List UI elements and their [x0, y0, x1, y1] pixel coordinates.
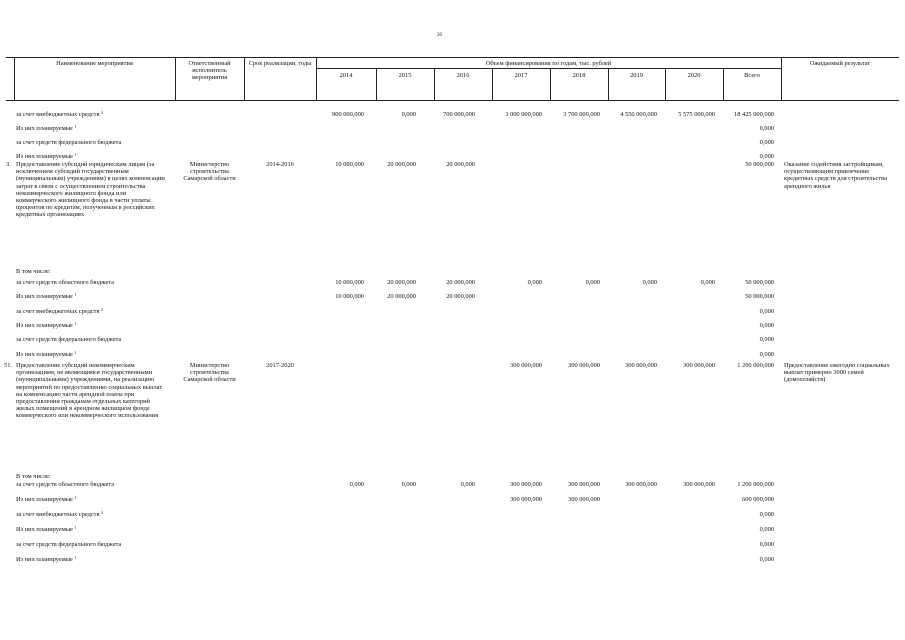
- value-cell: 0,000: [700, 279, 715, 286]
- value-cell: 1 200 000,000: [737, 481, 774, 488]
- funding-source-label: Из них планируемые $^1$: [16, 555, 77, 563]
- col-divider: [14, 57, 15, 100]
- years-rule: [316, 68, 781, 69]
- year-2019: 2019: [630, 72, 643, 79]
- value-cell: 10 000,000: [335, 161, 364, 168]
- value-cell: 0,000: [759, 336, 774, 344]
- page-number: 26: [437, 33, 442, 38]
- header-top-rule: [6, 57, 899, 58]
- value-cell: 4 550 000,000: [620, 111, 657, 118]
- including-label: В том числе:: [16, 268, 51, 275]
- value-cell: 50 000,000: [745, 161, 774, 168]
- year-total: Всего: [744, 72, 760, 79]
- value-cell: 0,000: [349, 481, 364, 488]
- value-cell: 20 000,000: [446, 279, 475, 286]
- col-divider: [781, 57, 782, 100]
- year-2016: 2016: [456, 72, 470, 79]
- value-cell: 300 000,000: [510, 496, 542, 503]
- funding-source-label: Из них планируемые $^1$: [16, 152, 77, 160]
- value-cell: 0,000: [401, 481, 416, 488]
- value-cell: 600 000,000: [742, 496, 774, 503]
- value-cell: 0,000: [759, 556, 774, 563]
- value-cell: 50 000,000: [745, 293, 774, 301]
- header-result: Ожидаемый результат: [809, 60, 871, 67]
- header-financing: Объем финансирования по годам, тыс. рублей: [485, 60, 612, 67]
- value-cell: 20 000,000: [387, 161, 416, 168]
- value-cell: 20 000,000: [387, 279, 416, 286]
- funding-source-label: Из них планируемые $^1$: [16, 349, 77, 358]
- value-cell: 300 000,000: [683, 362, 715, 369]
- funding-source-label: Из них планируемые $^1$: [16, 525, 77, 533]
- value-cell: 300 000,000: [568, 496, 600, 503]
- value-cell: 300 000,000: [510, 362, 542, 369]
- item-term: 2017-2020: [266, 362, 294, 369]
- funding-source-label: за счет средств федерального бюджета: [16, 541, 122, 548]
- value-cell: 20 000,000: [446, 161, 475, 168]
- year-2018: 2018: [572, 72, 586, 79]
- funding-source-label: за счет внебюджетных средств $^2$: [16, 510, 104, 518]
- item-result: Оказание содействия застройщикам, осуществляющим привлечение кредитных средств для строительства арендного жилья: [784, 161, 887, 190]
- value-cell: 10 000,000: [335, 293, 364, 301]
- value-cell: 900 000,000: [332, 111, 364, 118]
- item-number: 51.: [4, 362, 12, 369]
- item-name: Предоставление субсидий некоммерческим организациям, не являющимся государственными (муниципальными) учреждениями, на реализацию мероприятий по предоставлению социальных выплат на компенсацию части арендной платы при предоставлении гражданам отдельных категорий жилых помещений в арендном жилищном фонде коммерческого или некоммерческого использования: [16, 362, 163, 420]
- funding-source-label: Из них планируемые $^1$: [16, 292, 77, 301]
- value-cell: 50 000,000: [745, 279, 774, 286]
- value-cell: 0,000: [460, 481, 475, 488]
- item-responsible: Министерство строительства Самарской области: [183, 362, 236, 384]
- value-cell: 3 700 000,000: [563, 111, 600, 118]
- funding-source-label: за счет внебюджетных средств $^2$: [16, 306, 104, 315]
- value-cell: 300 000,000: [625, 362, 657, 369]
- value-cell: 20 000,000: [387, 293, 416, 301]
- value-cell: 1 200 000,000: [737, 362, 774, 369]
- value-cell: 0,000: [642, 279, 657, 286]
- item-name: Предоставление субсидий юридическим лицам (за исключением субсидий государственным (муниципальным) учреждениям) в целях компенсации затрат в связи с осуществлением строительства некоммерческого жилищного фонда или коммерческого жилищного фонда в части уплаты процентов по кредитам, полученным в российских кредитных организациях: [16, 161, 165, 219]
- funding-source-label: за счет внебюджетных средств $^2$: [16, 110, 104, 118]
- col-divider: [175, 57, 176, 100]
- item-number: 3.: [6, 161, 11, 168]
- value-cell: 0,000: [759, 139, 774, 146]
- header-name: Наименование мероприятия: [56, 60, 133, 67]
- value-cell: 0,000: [527, 279, 542, 286]
- value-cell: 300 000,000: [510, 481, 542, 488]
- year-2015: 2015: [398, 72, 412, 79]
- item-responsible: Министерство строительства Самарской области: [183, 161, 236, 183]
- value-cell: 0,000: [759, 125, 774, 132]
- header-term: Срок реализации, годы: [248, 60, 312, 67]
- funding-source-label: за счет средств областного бюджета: [16, 481, 115, 488]
- value-cell: 0,000: [759, 541, 774, 548]
- funding-source-label: Из них планируемые $^1$: [16, 124, 77, 132]
- value-cell: 0,000: [585, 279, 600, 286]
- funding-source-label: Из них планируемые $^1$: [16, 495, 77, 503]
- value-cell: 0,000: [759, 511, 774, 518]
- item-result: Предоставление ежегодно социальных выплат примерно 3000 семей (домохозяйств): [784, 362, 890, 384]
- year-2014: 2014: [339, 72, 353, 79]
- value-cell: 0,000: [759, 526, 774, 533]
- funding-source-label: Из них планируемые $^1$: [16, 320, 77, 329]
- col-divider: [244, 57, 245, 100]
- year-2017: 2017: [514, 72, 528, 79]
- value-cell: 20 000,000: [446, 293, 475, 301]
- value-cell: 10 000,000: [335, 279, 364, 286]
- header-responsible: Ответственный исполнитель мероприятия: [188, 60, 231, 82]
- value-cell: 0,000: [401, 111, 416, 118]
- funding-source-label: за счет средств областного бюджета: [16, 279, 115, 286]
- value-cell: 0,000: [759, 350, 774, 358]
- funding-source-label: за счет средств федерального бюджета: [16, 336, 122, 344]
- value-cell: 300 000,000: [568, 362, 600, 369]
- header-bottom-rule: [6, 100, 899, 101]
- value-cell: 18 425 000,000: [734, 111, 774, 118]
- value-cell: 0,000: [759, 307, 774, 315]
- value-cell: 700 000,000: [443, 111, 475, 118]
- value-cell: 3 000 000,000: [505, 111, 542, 118]
- value-cell: 5 575 000,000: [678, 111, 715, 118]
- year-2020: 2020: [687, 72, 701, 79]
- value-cell: 300 000,000: [683, 481, 715, 488]
- including-label: В том числе:: [16, 473, 51, 480]
- funding-source-label: за счет средств федерального бюджета: [16, 139, 122, 146]
- value-cell: 300 000,000: [625, 481, 657, 488]
- value-cell: 0,000: [759, 153, 774, 160]
- value-cell: 300 000,000: [568, 481, 600, 488]
- item-term: 2014-2016: [266, 161, 294, 168]
- value-cell: 0,000: [759, 321, 774, 329]
